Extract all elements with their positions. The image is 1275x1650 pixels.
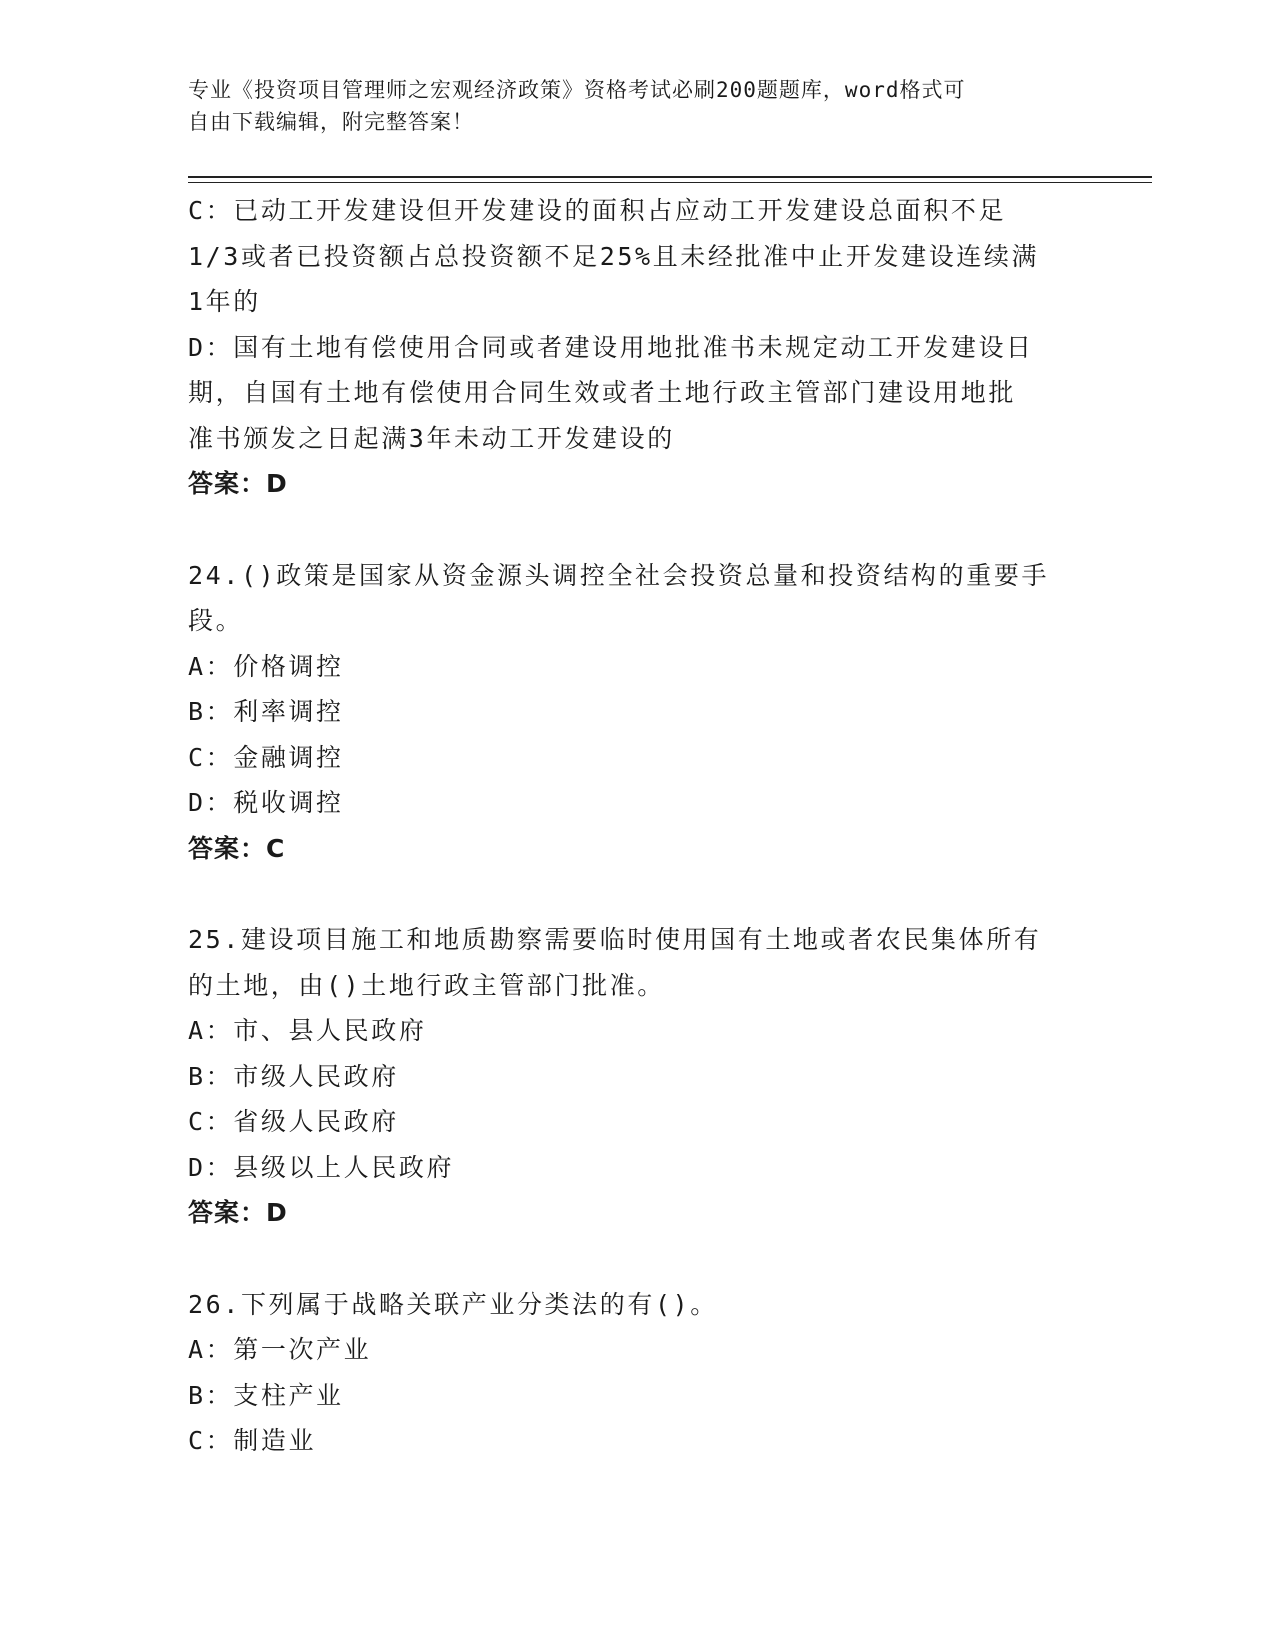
option-d: D：县级以上人民政府 [188, 1152, 455, 1182]
option-c-line-2: 1/3或者已投资额占总投资额不足25%且未经批准中止开发建设连续满 [188, 241, 1040, 271]
option-c: C：制造业 [188, 1426, 317, 1455]
question-24 [188, 553, 1088, 872]
answer-24: 答案：C [188, 833, 286, 863]
spacer [188, 871, 1088, 917]
header-line-2: 自由下载编辑，附完整答案！ [188, 110, 474, 134]
document-body [188, 188, 1088, 1464]
question-stem-line: 24.()政策是国家从资金源头调控全社会投资总量和投资结构的重要手 [188, 560, 1050, 590]
option-b: B：利率调控 [188, 697, 344, 726]
option-c-line-3: 1年的 [188, 287, 261, 316]
option-c: C：金融调控 [188, 742, 344, 772]
option-d-line-1: D：国有土地有偿使用合同或者建设用地批准书未规定动工开发建设日 [188, 332, 1034, 362]
question-25 [188, 917, 1088, 1236]
spacer [188, 507, 1088, 553]
option-d: D：税收调控 [188, 788, 344, 817]
document-header [188, 74, 1088, 138]
question-23-continuation [188, 188, 1088, 507]
option-b: B：支柱产业 [188, 1380, 344, 1410]
option-a: A：第一次产业 [188, 1335, 372, 1364]
header-line-1: 专业《投资项目管理师之宏观经济政策》资格考试必刷200题题库，word格式可 [188, 78, 966, 102]
option-b: B：市级人民政府 [188, 1061, 399, 1091]
question-stem-line: 26.下列属于战略关联产业分类法的有()。 [188, 1289, 718, 1319]
option-a: A：价格调控 [188, 651, 344, 681]
option-a: A：市、县人民政府 [188, 1016, 427, 1045]
header-rule-thin [188, 182, 1152, 183]
option-d-line-3: 准书颁发之日起满3年未动工开发建设的 [188, 423, 675, 453]
option-c: C：省级人民政府 [188, 1107, 399, 1136]
question-stem-line: 的土地，由()土地行政主管部门批准。 [188, 970, 665, 1000]
option-c-line-1: C：已动工开发建设但开发建设的面积占应动工开发建设总面积不足 [188, 196, 1007, 225]
option-d-line-2: 期，自国有土地有偿使用合同生效或者土地行政主管部门建设用地批 [188, 378, 1017, 407]
question-26 [188, 1282, 1088, 1464]
answer-23: 答案：D [188, 469, 288, 498]
spacer [188, 1236, 1088, 1282]
question-stem-line: 段。 [188, 606, 244, 635]
answer-25: 答案：D [188, 1198, 288, 1227]
header-rule-thick [188, 176, 1152, 178]
question-stem-line: 25.建设项目施工和地质勘察需要临时使用国有土地或者农民集体所有 [188, 925, 1042, 954]
